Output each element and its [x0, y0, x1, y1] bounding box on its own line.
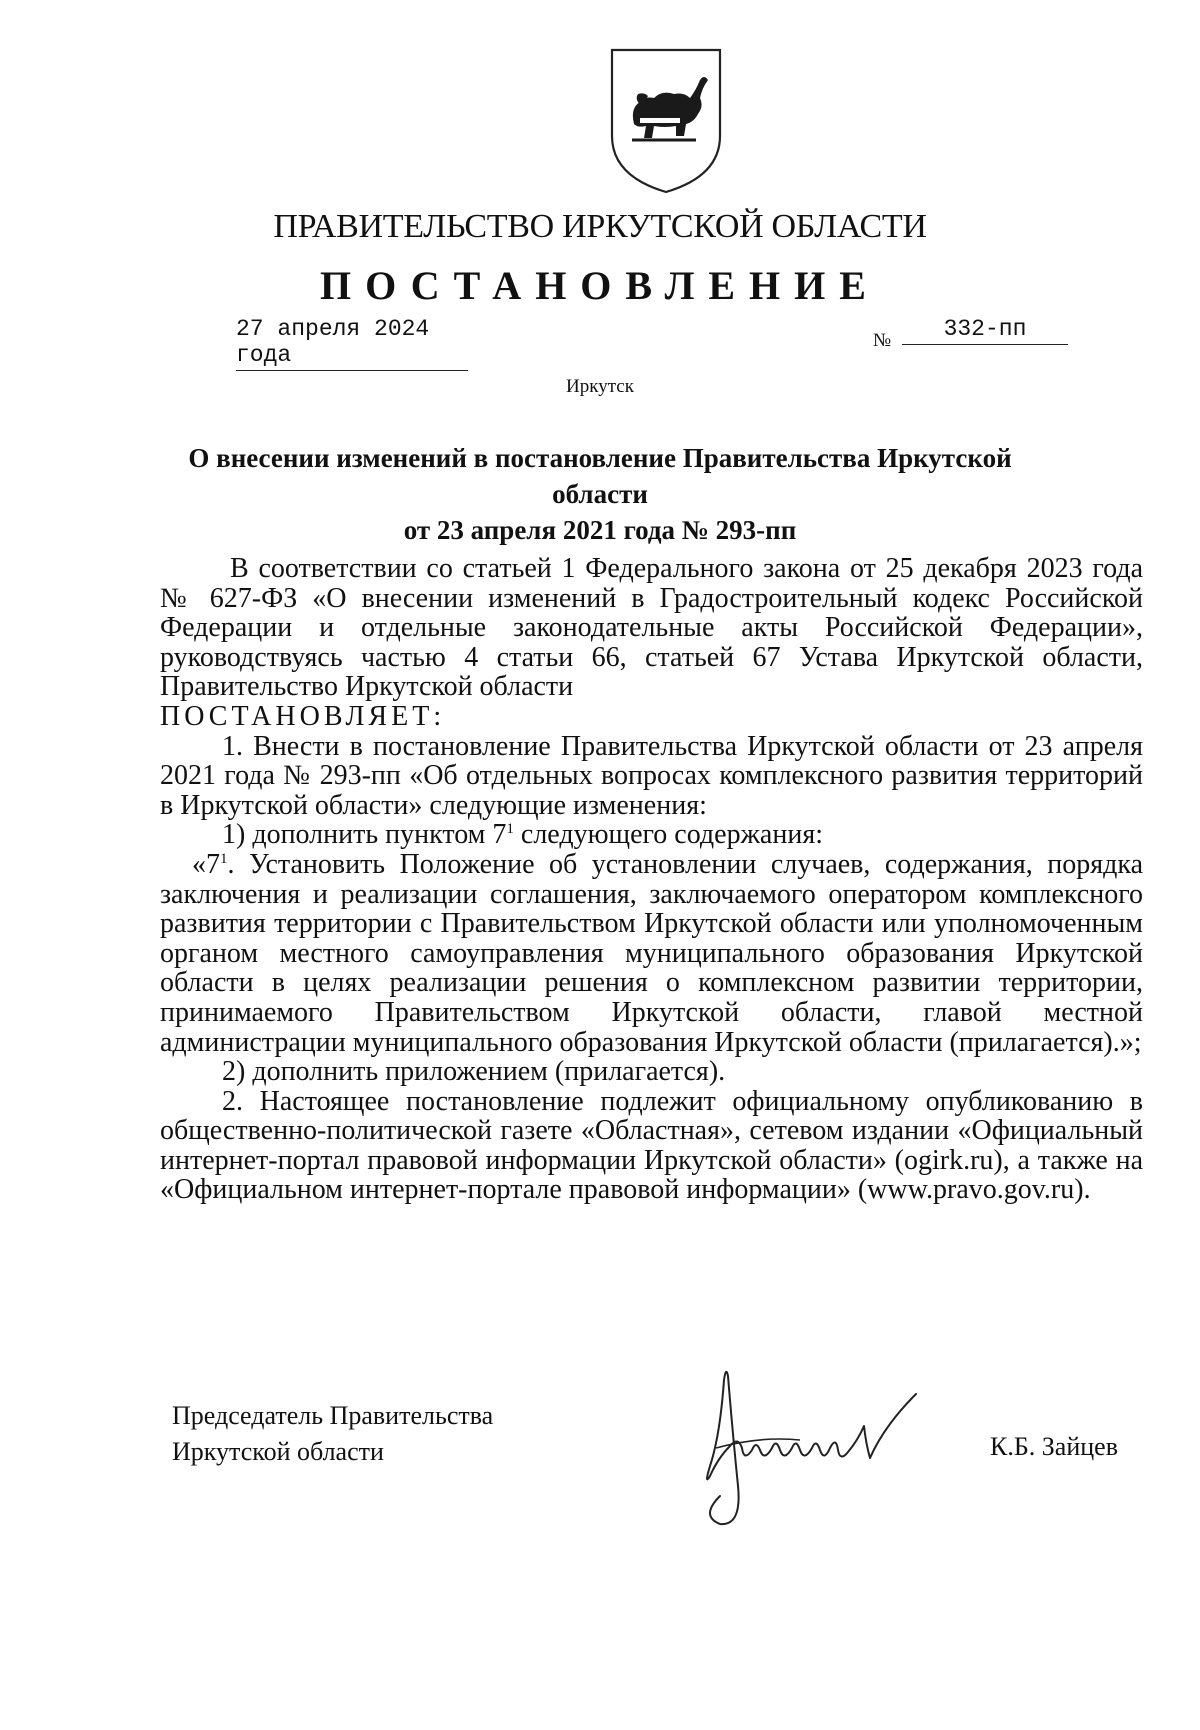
title-line-1: О внесении изменений в постановление Правительства Иркутской области [188, 443, 1012, 509]
city: Иркутск [566, 376, 634, 397]
title-line-2: от 23 апреля 2021 года № 293-пп [403, 515, 797, 545]
document-body [160, 554, 1143, 1205]
preamble-paragraph: В соответствии со статьей 1 Федерального закона от 25 декабря 2023 года № 627-ФЗ «О внесении изменений в Градостроительный кодекс Российской Федерации и отдельные законодательные акты Российской Федерации», руководствуясь частью 4 статьи 66, статьей 67 Устава Иркутской области, Правительство Иркутской области [160, 553, 1143, 703]
decree-word: ПОСТАНОВЛЯЕТ: [160, 700, 446, 732]
document-type: ПОСТАНОВЛЕНИЕ [320, 263, 880, 308]
document-title [150, 440, 1050, 548]
signatory-position [172, 1398, 493, 1470]
quoted-item-text: . Установить Положение об установлении случаев, содержания, порядка заключения и реализации соглашения, заключаемого оператором комплексного развития территории с Правительством Иркутской области или уполномоченным органом местного самоуправления муниципального образования Иркутской области в целях реализации решения о комплексном развитии территории, принимаемого Правительством Иркутской области, главой местной администрации муниципального образования Иркутской области (прилагается).»; [160, 848, 1143, 1058]
item-1-paragraph: 1. Внести в постановление Правительства Иркутской области от 23 апреля 2021 года № 293-пп «Об отдельных вопросах комплексного развития территорий в Иркутской области» следующие изменения: [160, 730, 1143, 821]
number-sign: № [873, 330, 892, 351]
quoted-item-start: «7 [192, 848, 220, 880]
signatory-name: К.Б. Зайцев [990, 1432, 1118, 1461]
irkutsk-coat-of-arms-icon [604, 44, 728, 196]
superscript: 1 [506, 821, 514, 838]
organization-name: ПРАВИТЕЛЬСТВО ИРКУТСКОЙ ОБЛАСТИ [273, 208, 927, 245]
subitem-1-text-end: следующего содержания: [513, 819, 823, 851]
handwritten-signature-icon [680, 1366, 950, 1531]
signatory-position-line-2: Иркутской области [172, 1437, 384, 1466]
subitem-1-text: 1) дополнить пунктом 7 [222, 819, 507, 851]
subitem-2-paragraph: 2) дополнить приложением (прилагается). [222, 1056, 726, 1088]
quoted-item-paragraph [160, 850, 1143, 1057]
subitem-1-paragraph [160, 820, 1143, 850]
item-2-paragraph: 2. Настоящее постановление подлежит официальному опубликованию в общественно-политической газете «Областная», сетевом издании «Официальный интернет-портал правовой информации Иркутской области» (ogirk.ru), а также на «Официальном интернет-портале правовой информации» (www.pravo.gov.ru). [160, 1085, 1143, 1206]
superscript: 1 [220, 850, 228, 867]
signatory-position-line-1: Председатель Правительства [172, 1401, 494, 1430]
document-number: 332-пп [902, 316, 1068, 345]
document-date: 27 апреля 2024 года [236, 316, 468, 371]
